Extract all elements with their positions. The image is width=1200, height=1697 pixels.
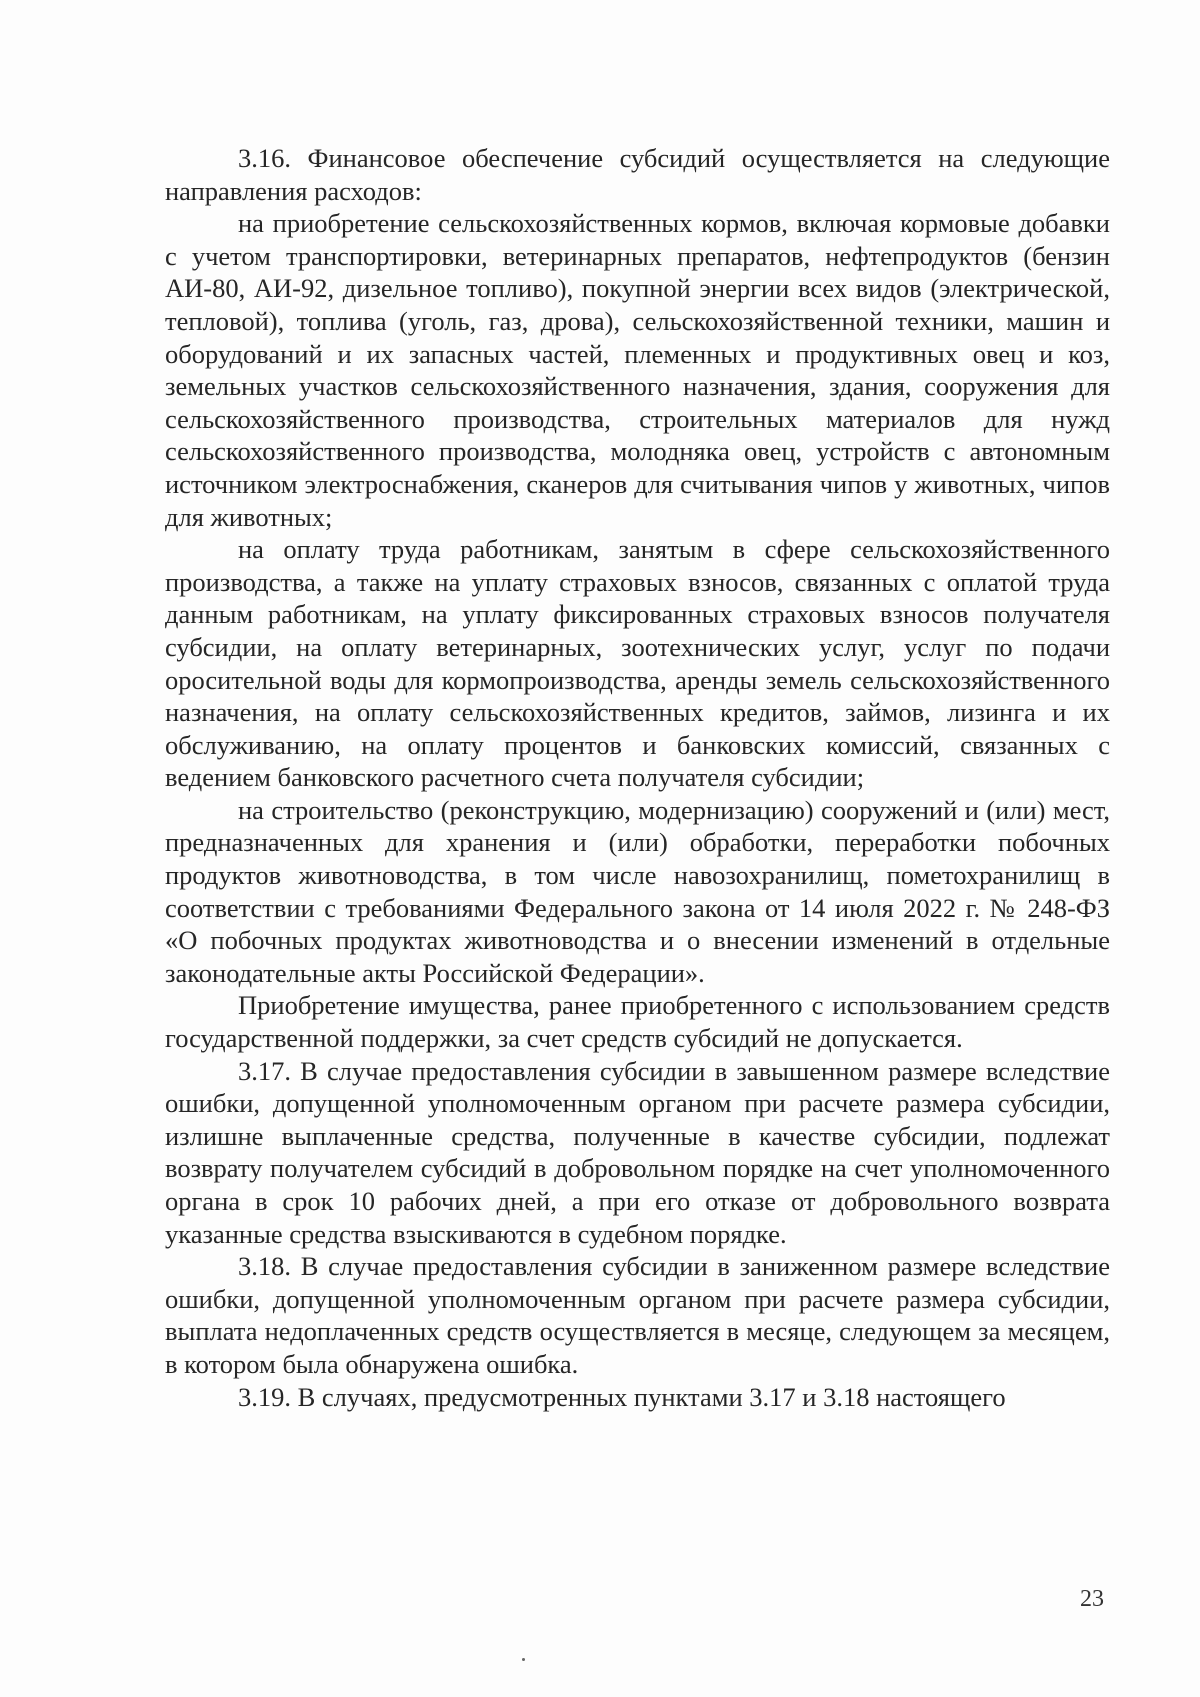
paragraph-construction: на строительство (реконструкцию, модернизацию) сооружений и (или) мест, предназначенных для хранения и (или) обработки, переработки побочных продуктов животноводства, в том числе навозохранилищ, пометохранилищ в соответствии с требованиями Федерального закона от 14 июля 2022 г. № 248-ФЗ «О побочных продуктах животноводства и о внесении изменений в отдельные законодательные акты Российской Федерации».: [165, 794, 1110, 988]
paragraph-labor-payment: на оплату труда работникам, занятым в сфере сельскохозяйственного производства, а также на уплату страховых взносов, связанных с оплатой труда данным работникам, на уплату фиксированных страховых взносов получателя субсидии, на оплату ветеринарных, зоотехнических услуг, услуг по подачи оросительной воды для кормопроизводства, аренды земель сельскохозяйственного назначения, на оплату сельскохозяйственных кредитов, займов, лизинга и их обслуживанию, на оплату процентов и банковских комиссий, связанных с ведением банковского расчетного счета получателя субсидии;: [165, 534, 1110, 793]
document-body: [165, 142, 1110, 1413]
scan-speck: [522, 1658, 525, 1661]
paragraph-3-19: 3.19. В случаях, предусмотренных пунктами 3.17 и 3.18 настоящего: [238, 1381, 1006, 1412]
paragraph-3-17: 3.17. В случае предоставления субсидии в завышенном размере вследствие ошибки, допущенной уполномоченным органом при расчете размера субсидии, излишне выплаченные средства, полученные в качестве субсидии, подлежат возврату получателем субсидий в добровольном порядке на счет уполномоченного органа в срок 10 рабочих дней, а при его отказе от добровольного возврата указанные средства взыскиваются в судебном порядке.: [165, 1055, 1110, 1249]
paragraph-property-restriction: Приобретение имущества, ранее приобретенного с использованием средств государственной поддержки, за счет средств субсидий не допускается.: [165, 990, 1110, 1054]
paragraph-feed-purchases: на приобретение сельскохозяйственных кормов, включая кормовые добавки с учетом транспортировки, ветеринарных препаратов, нефтепродуктов (бензин АИ-80, АИ-92, дизельное топливо), покупной энергии всех видов (электрической, тепловой), топлива (уголь, газ, дрова), сельскохозяйственной техники, машин и оборудований и их запасных частей, племенных и продуктивных овец и коз, земельных участков сельскохозяйственного назначения, здания, сооружения для сельскохозяйственного производства, строительных материалов для нужд сельскохозяйственного производства, молодняка овец, устройств с автономным источником электроснабжения, сканеров для считывания чипов у животных, чипов для животных;: [165, 208, 1110, 532]
page-number: 23: [1080, 1586, 1104, 1612]
paragraph-3-18: 3.18. В случае предоставления субсидии в заниженном размере вследствие ошибки, допущенной уполномоченным органом при расчете размера субсидии, выплата недоплаченных средств осуществляется в месяце, следующем за месяцем, в котором была обнаружена ошибка.: [165, 1251, 1110, 1379]
paragraph-3-16: 3.16. Финансовое обеспечение субсидий осуществляется на следующие направления расходов:: [165, 143, 1110, 206]
